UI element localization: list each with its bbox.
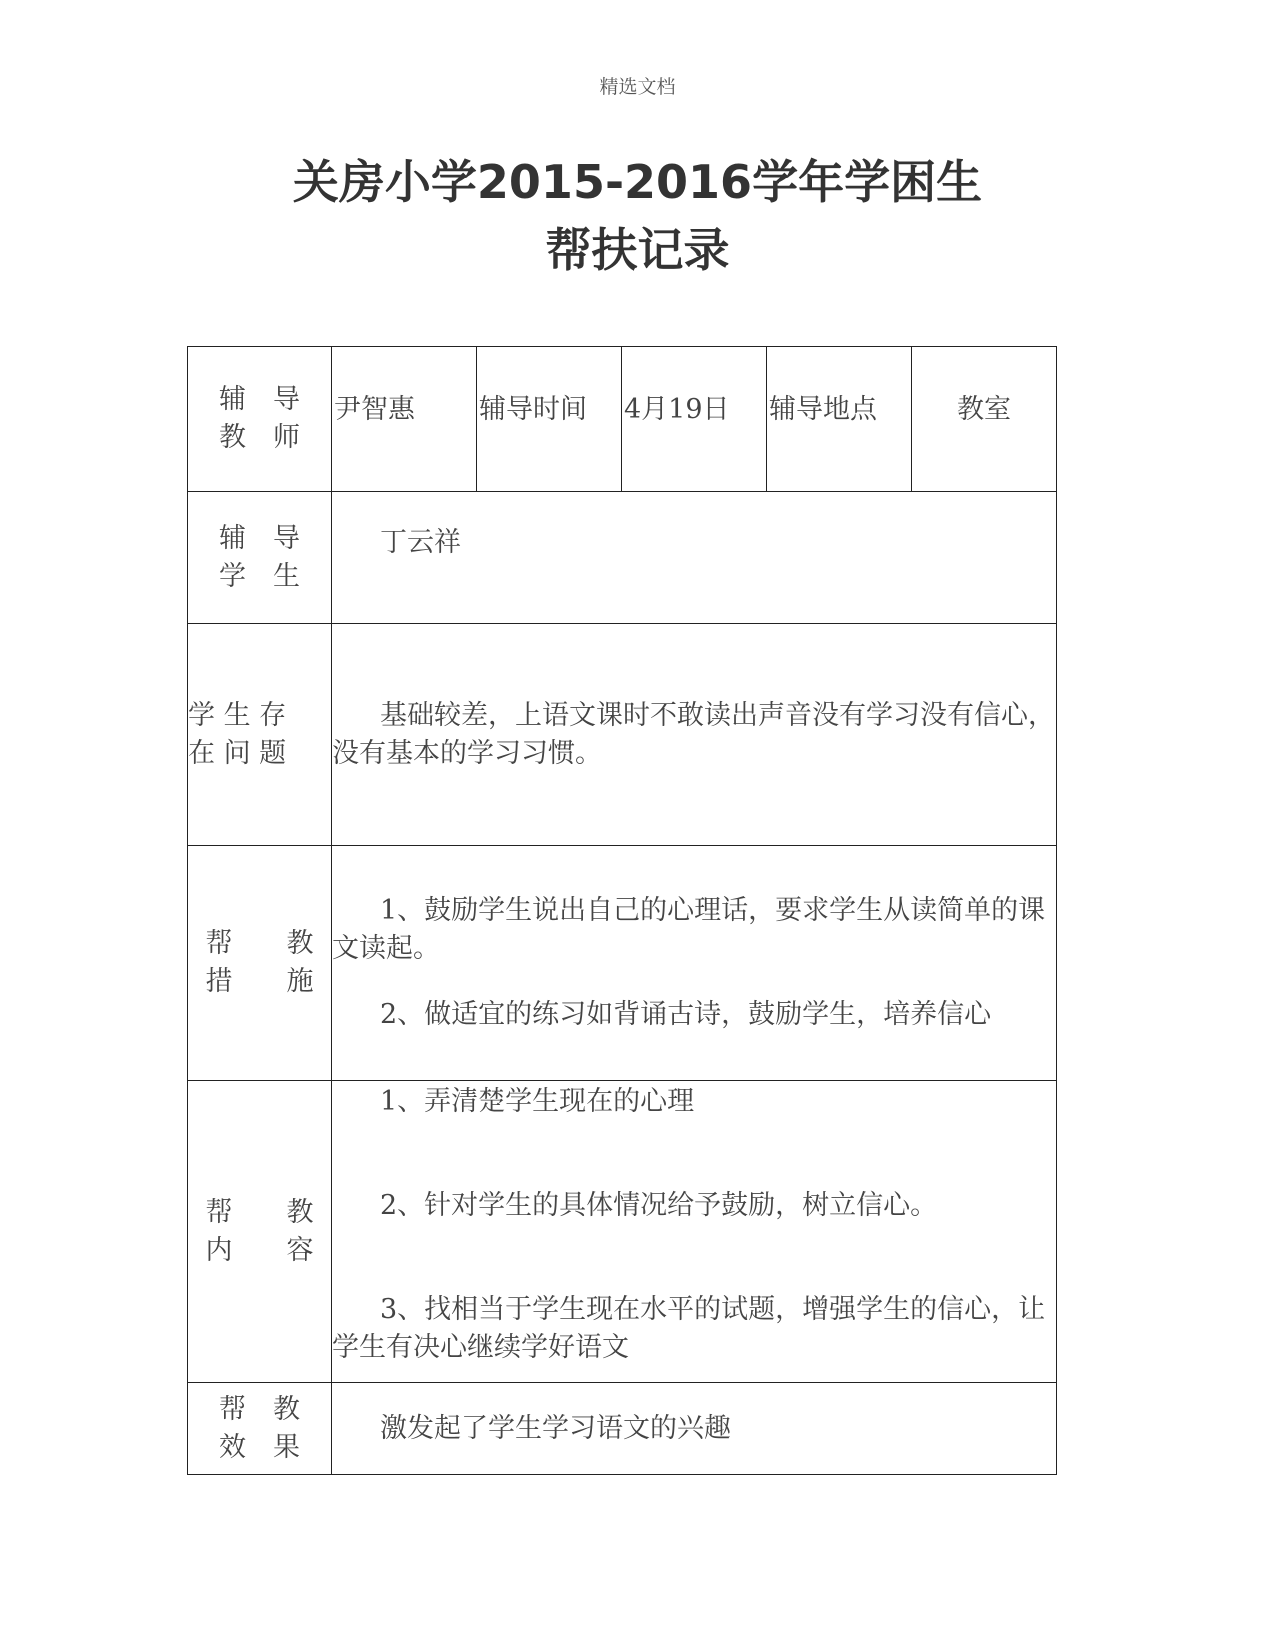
measure-label-line-2: 措 施 <box>205 966 314 997</box>
row-effect <box>188 1383 1057 1475</box>
row-measures <box>188 846 1057 1081</box>
spacer <box>332 968 1056 996</box>
document-title <box>0 148 1275 284</box>
teacher-label <box>188 347 332 492</box>
teacher-value: 尹智惠 <box>332 347 477 492</box>
tutoring-record-table <box>187 346 1057 1475</box>
row-teacher-time-place <box>188 347 1057 492</box>
content-item: 2、针对学生的具体情况给予鼓励，树立信心。 <box>380 1190 938 1221</box>
teacher-label-line-2: 教 师 <box>219 422 300 453</box>
problem-label-line-2: 在 问 题 <box>188 737 287 769</box>
student-label <box>188 492 332 624</box>
effect-cell <box>332 1383 1057 1475</box>
place-label: 辅导地点 <box>767 347 912 492</box>
problem-cell <box>332 624 1057 846</box>
student-value: 丁云祥 <box>380 527 461 558</box>
effect-label-line-1: 帮 教 <box>219 1393 300 1425</box>
content-label <box>188 1081 332 1383</box>
problem-label-line-1: 学 生 存 <box>188 699 287 731</box>
measure-label-line-1: 帮 教 <box>205 928 314 959</box>
student-label-line-1: 辅 导 <box>219 522 300 554</box>
page-header: 精选文档 <box>599 76 676 98</box>
content-item: 3、找相当于学生现在水平的试题，增强学生的信心，让学生有决心继续学好语文 <box>332 1294 1046 1363</box>
effect-text: 激发起了学生学习语文的兴趣 <box>380 1412 731 1444</box>
place-value: 教室 <box>912 347 1057 492</box>
row-contents <box>188 1081 1057 1383</box>
time-value: 4月19日 <box>622 347 767 492</box>
measure-item: 2、做适宜的练习如背诵古诗，鼓励学生，培养信心 <box>380 999 992 1030</box>
time-label: 辅导时间 <box>477 347 622 492</box>
row-problem <box>188 624 1057 846</box>
spacer <box>332 1121 1056 1187</box>
measures-cell <box>332 846 1057 1081</box>
content-label-line-1: 帮 教 <box>205 1196 314 1228</box>
student-label-line-2: 学 生 <box>219 560 300 592</box>
content-label-line-2: 内 容 <box>205 1234 314 1266</box>
contents-cell <box>332 1081 1057 1383</box>
student-value-cell <box>332 492 1057 624</box>
effect-label <box>188 1383 332 1475</box>
effect-label-line-2: 效 果 <box>219 1431 300 1463</box>
teacher-label-line-1: 辅 导 <box>219 384 300 415</box>
problem-text: 基础较差，上语文课时不敢读出声音没有学习没有信心，没有基本的学习习惯。 <box>332 699 1055 769</box>
row-student <box>188 492 1057 624</box>
title-line-1: 关房小学2015-2016学年学困生 <box>292 155 983 209</box>
problem-label <box>188 624 332 846</box>
content-item: 1、弄清楚学生现在的心理 <box>380 1086 695 1117</box>
spacer <box>332 1225 1056 1291</box>
title-line-2: 帮扶记录 <box>545 223 730 277</box>
measure-label <box>188 846 332 1081</box>
measure-item: 1、鼓励学生说出自己的心理话，要求学生从读简单的课文读起。 <box>332 895 1046 964</box>
